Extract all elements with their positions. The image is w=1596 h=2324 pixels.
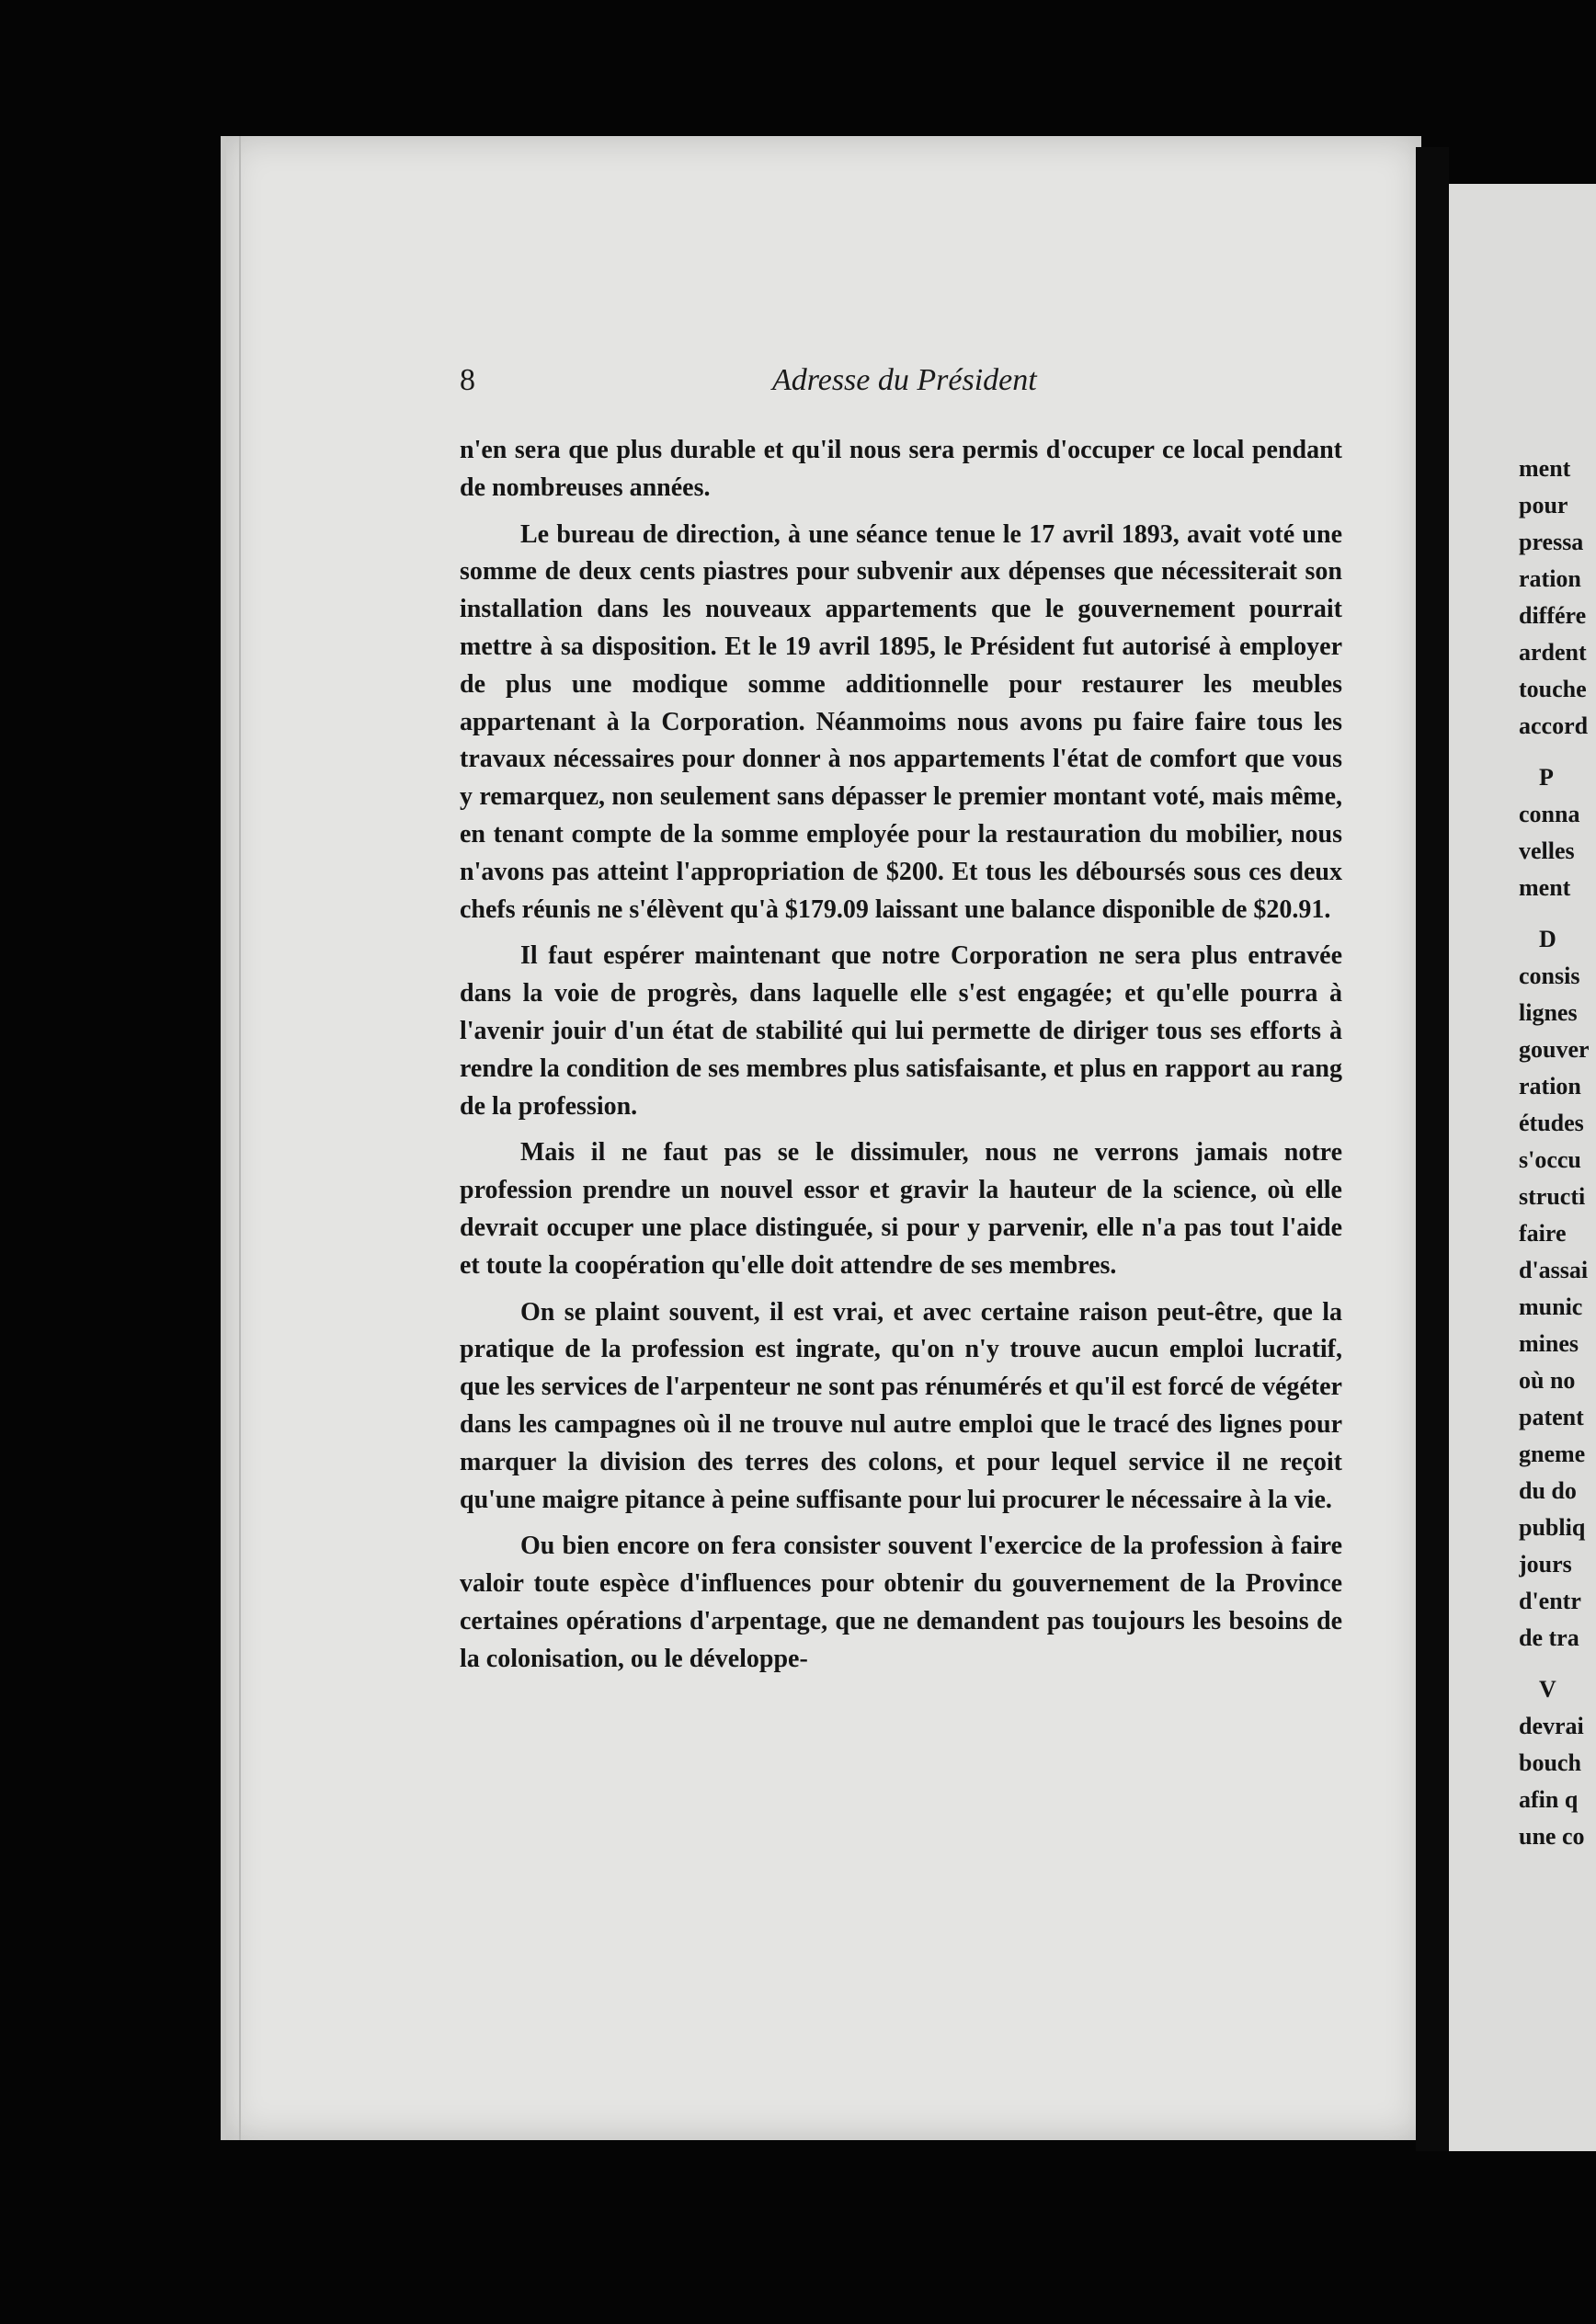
paragraph: Mais il ne faut pas se le dissimuler, nous ne verrons jamais notre profession prendre un nouvel essor et gravir la hauteur de la science, où elle devrait occuper une place distinguée, si pour y parvenir, elle n'a pas tout l'aide et toute la coopération qu'elle doit attendre de ses membres. bbox=[460, 1138, 1342, 1280]
fragment-line: études bbox=[1519, 1110, 1584, 1136]
book-gutter bbox=[1416, 147, 1449, 2151]
fragment-line: pour bbox=[1519, 492, 1568, 518]
fragment-line: touche bbox=[1519, 676, 1587, 702]
fragment-line: où no bbox=[1519, 1367, 1576, 1394]
paragraph: n'en sera que plus durable et qu'il nous sera permis d'occuper ce local pendant de nombreuses années. bbox=[460, 436, 1342, 502]
spacer bbox=[1519, 745, 1596, 759]
fragment-line: velles bbox=[1519, 837, 1575, 864]
fragment-line: structi bbox=[1519, 1183, 1586, 1210]
page-number: 8 bbox=[460, 363, 475, 397]
paragraph: Il faut espérer maintenant que notre Corporation ne sera plus entravée dans la voie de progrès, dans laquelle elle s'est engagée; et qu'elle pourra à l'avenir jouir d'un état de stabilité qui lui permette de diriger tous ses efforts à rendre la condition de ses membres plus satisfaisante, et plus en rapport au rang de la profession. bbox=[460, 941, 1342, 1121]
fragment-line: munic bbox=[1519, 1293, 1583, 1320]
fragment-line: d'assai bbox=[1519, 1257, 1589, 1283]
fragment-line: pressa bbox=[1519, 529, 1584, 555]
fragment-line: jours bbox=[1519, 1551, 1572, 1578]
fragment-line: une co bbox=[1519, 1823, 1585, 1850]
spacer bbox=[1519, 1657, 1596, 1671]
spacer bbox=[1519, 906, 1596, 921]
fragment-line: s'occu bbox=[1519, 1146, 1581, 1173]
fragment-line: mines bbox=[1519, 1330, 1579, 1357]
fragment-line: de tra bbox=[1519, 1624, 1579, 1651]
page-header bbox=[460, 363, 1342, 409]
paragraph: On se plaint souvent, il est vrai, et avec certaine raison peut-être, que la pratique de la profession est ingrate, qu'on n'y trouve aucun emploi lucratif, que les services de l'arpenteur ne sont pas rénumérés et qu'il est forcé de végéter dans les campagnes où il ne trouve nul autre emploi que le tracé des lignes pour marquer la division des terres des colons, et pour lequel service il ne reçoit qu'une maigre pitance à peine suffisante pour lui procurer le nécessaire à la vie. bbox=[460, 1297, 1342, 1514]
fragment-line: conna bbox=[1519, 801, 1580, 827]
fragment-line: D bbox=[1539, 926, 1556, 952]
fragment-line: du do bbox=[1519, 1477, 1577, 1504]
fragment-line: ration bbox=[1519, 1073, 1581, 1099]
running-title: Adresse du Président bbox=[772, 363, 1037, 397]
paragraph: Ou bien encore on fera consister souvent l'exercice de la profession à faire valoir toute espèce d'influences pour obtenir du gouvernement de la Province certaines opérations d'arpentage, que ne demandent pas toujours les besoins de la colonisation, ou le développe- bbox=[460, 1532, 1342, 1673]
fragment-line: lignes bbox=[1519, 999, 1578, 1026]
fragment-line: patent bbox=[1519, 1404, 1584, 1430]
paragraph: Le bureau de direction, à une séance tenue le 17 avril 1893, avait voté une somme de deux cents piastres pour subvenir aux dépenses que nécessiterait son installation dans les nouveaux appartements que le gouvernement pourrait mettre à sa disposition. Et le 19 avril 1895, le Président fut autorisé à employer de plus une modique somme additionnelle pour restaurer les meubles appartenant à la Corporation. Néanmoims nous avons pu faire faire tous les travaux nécessaires pour donner à nos appartements l'état de comfort que vous y remarquez, non seulement sans dépasser le premier montant voté, mais même, en tenant compte de la somme employée pour la restauration du mobilier, nous n'avons pas atteint l'appropriation de $200. Et tous les déboursés sous ces deux chefs réunis ne s'élèvent qu'à $179.09 laissant une balance disponible de $20.91. bbox=[460, 519, 1342, 924]
fragment-line: accord bbox=[1519, 712, 1589, 739]
body-text bbox=[460, 432, 1342, 1688]
fragment-line: bouch bbox=[1519, 1749, 1581, 1776]
fragment-line: différe bbox=[1519, 602, 1587, 629]
fragment-line: gneme bbox=[1519, 1441, 1586, 1467]
right-page-fragments bbox=[1519, 450, 1596, 1855]
fragment-line: afin q bbox=[1519, 1786, 1579, 1813]
fragment-line: faire bbox=[1519, 1220, 1567, 1247]
fragment-line: d'entr bbox=[1519, 1588, 1581, 1614]
fragment-line: devrai bbox=[1519, 1713, 1584, 1739]
fragment-line: ration bbox=[1519, 565, 1581, 592]
fragment-line: P bbox=[1539, 764, 1554, 791]
fragment-line: ment bbox=[1519, 455, 1571, 482]
fragment-line: publiq bbox=[1519, 1514, 1586, 1541]
fragment-line: consis bbox=[1519, 963, 1580, 989]
fragment-line: ment bbox=[1519, 874, 1571, 901]
fragment-line: ardent bbox=[1519, 639, 1587, 666]
fragment-line: V bbox=[1539, 1676, 1556, 1703]
fragment-line: gouver bbox=[1519, 1036, 1590, 1063]
